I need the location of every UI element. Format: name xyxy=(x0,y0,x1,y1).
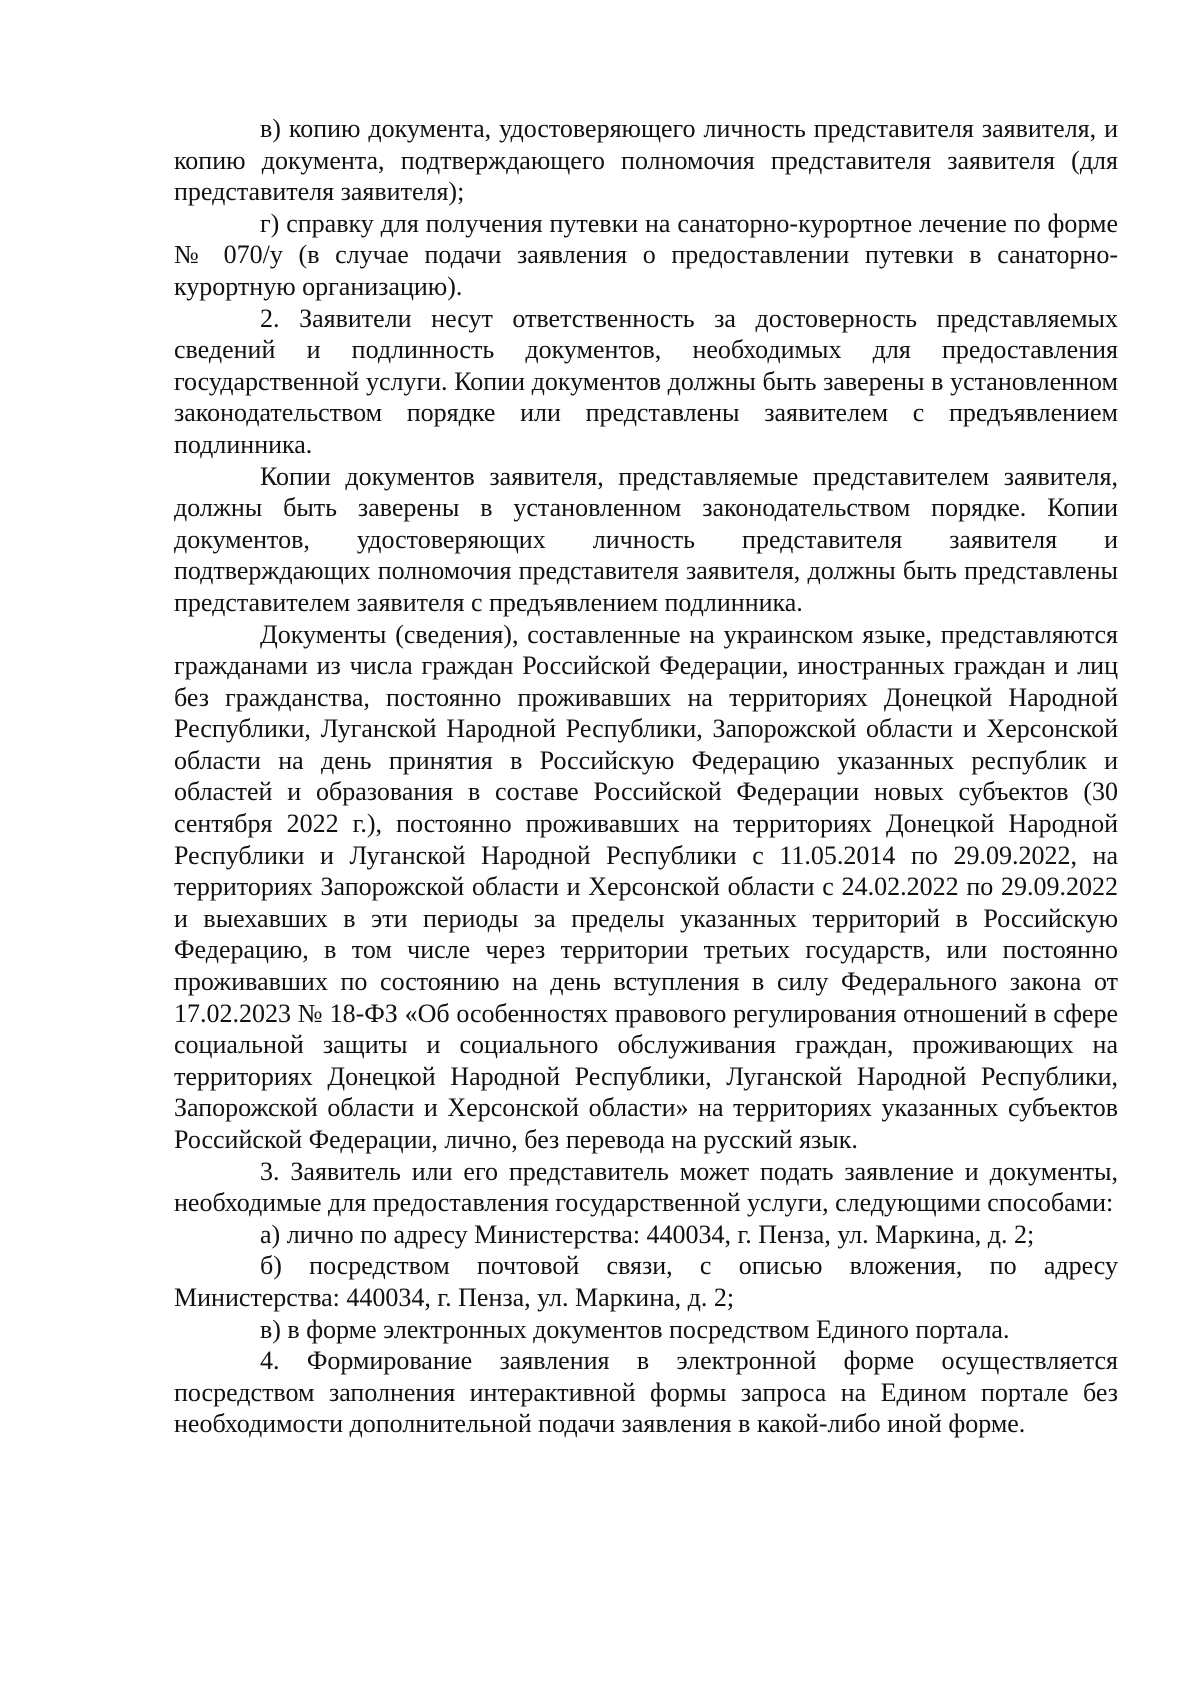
paragraph-sanatorium-certificate: г) справку для получения путевки на санаторно-курортное лечение по форме № 070/у (в случае подачи заявления о предоставлении путевки в санаторно-курортную организацию). xyxy=(174,208,1118,301)
paragraph-representative-copies: Копии документов заявителя, представляемые представителем заявителя, должны быть заверены в установленном законодательством порядке. Копии документов, удостоверяющих личность представителя заявителя и подтверждающих полномочия представителя заявителя, должны быть представлены представителем заявителя с предъявлением подлинника. xyxy=(174,461,1118,617)
paragraph-item-2-responsibility: 2. Заявители несут ответственность за достоверность представляемых сведений и подлинность документов, необходимых для предоставления государственной услуги. Копии документов должны быть заверены в установленном законодательством порядке или представлены заявителем с предъявлением подлинника. xyxy=(174,303,1118,459)
paragraph-representative-id-copy: в) копию документа, удостоверяющего личность представителя заявителя, и копию документа, подтверждающего полномочия представителя заявителя (для представителя заявителя); xyxy=(174,114,1118,207)
document-body xyxy=(174,113,1118,1440)
paragraph-method-postal: б) посредством почтовой связи, с описью вложения, по адресу Министерства: 440034, г. Пенза, ул. Маркина, д. 2; xyxy=(174,1251,1118,1312)
paragraph-method-electronic: в) в форме электронных документов посредством Единого портала. xyxy=(260,1314,1010,1344)
paragraph-method-in-person: а) лично по адресу Министерства: 440034, г. Пенза, ул. Маркина, д. 2; xyxy=(260,1219,1035,1249)
paragraph-item-3-submission-methods: 3. Заявитель или его представитель может подать заявление и документы, необходимые для предоставления государственной услуги, следующими способами: xyxy=(174,1156,1118,1218)
paragraph-ukrainian-documents: Документы (сведения), составленные на украинском языке, представляются гражданами из числа граждан Российской Федерации, иностранных граждан и лиц без гражданства, постоянно проживавших на территориях Донецкой Народной Республики, Луганской Народной Республики, Запорожской области и Херсонской области на день принятия в Российскую Федерацию указанных республик и областей и образования в составе Российской Федерации новых субъектов (30 сентября 2022 г.), постоянно проживавших на территориях Донецкой Народной Республики и Луганской Народной Республики с 11.05.2014 по 29.09.2022, на территориях Запорожской области и Херсонской области с 24.02.2022 по 29.09.2022 и выехавших в эти периоды за пределы указанных территорий в Российскую Федерацию, в том числе через территории третьих государств, или постоянно проживавших по состоянию на день вступления в силу Федерального закона от 17.02.2023 № 18-ФЗ «Об особенностях правового регулирования отношений в сфере социальной защиты и социального обслуживания граждан, проживающих на территориях Донецкой Народной Республики, Луганской Народной Республики, Запорожской области и Херсонской области» на территориях указанных субъектов Российской Федерации, лично, без перевода на русский язык. xyxy=(174,619,1118,1154)
paragraph-item-4-electronic-form: 4. Формирование заявления в электронной форме осуществляется посредством заполнения интерактивной формы запроса на Едином портале без необходимости дополнительной подачи заявления в какой-либо иной форме. xyxy=(174,1346,1118,1439)
